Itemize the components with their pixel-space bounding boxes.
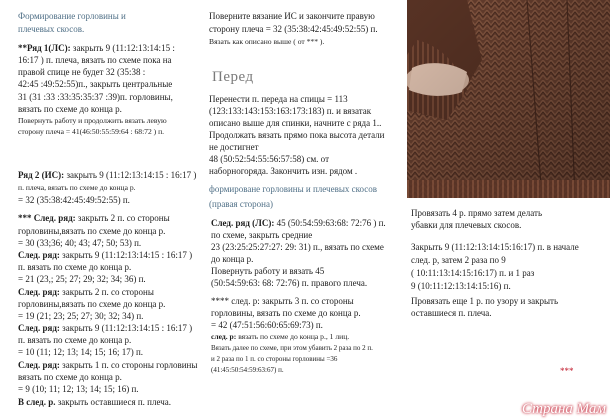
row2-head: Ряд 2 (ИС): — [18, 170, 65, 180]
next5-head-rest: закрыть 1 п. со стороны горловины — [59, 360, 198, 370]
row1-line2: 16:17 ) п. плеча, вязать по схеме пока на — [18, 55, 172, 65]
next2-line — [18, 251, 192, 260]
front-para-2: (123:133:143:153:163:173:183) п. и вязатак — [209, 106, 372, 116]
front-next2-head-rest: закрыть 3 п. со стороны — [259, 296, 354, 306]
section-title-neck-2: плечевых скосов. — [18, 24, 85, 34]
front-next1-line6: (50:54:59:63: 68: 72:76) п. правого плеча. — [211, 278, 368, 288]
front-next2-line — [211, 297, 354, 306]
next4-line3: = 10 (11; 12; 13; 14; 15; 16; 17) п. — [18, 347, 144, 357]
front-para-7: наборногоряда. Закончить изн. рядом . — [209, 166, 358, 176]
front-next1-line — [211, 219, 386, 228]
next6-head-rest: закрыть оставшиеся п. плеча. — [55, 397, 172, 407]
next4-head-rest: закрыть 9 (11:12:13:14:15 : 16:17 ) — [59, 323, 193, 333]
shoulder-para-3: Закрыть 9 (11:12:13:14:15:16:17) п. в начале — [411, 242, 579, 252]
next2-line2: п. вязать по схеме до конца р. — [18, 262, 132, 272]
next3-line — [18, 288, 154, 297]
next2-head: След. ряд: — [18, 250, 60, 260]
row2-line2: п. плеча, вязать по схеме до конца р. — [18, 183, 136, 192]
front-para-4: Продолжать вязать прямо пока высота детали — [209, 130, 385, 140]
next4-line2: п. вязать по схеме до конца р. — [18, 335, 132, 345]
shoulder-para-4: след. р, затем 2 раза по 9 — [411, 255, 506, 265]
front-next3-head: след. р: — [211, 332, 237, 341]
next5-line — [18, 361, 197, 370]
row1-head-rest: закрыть 9 (11:12:13:14:15 : — [70, 43, 175, 53]
back-continue-3: Вязать как описано выше ( от *** ). — [209, 37, 325, 46]
shoulder-para-5: ( 10:11:13:14:15:16:17) п. и 1 раз — [411, 268, 535, 278]
front-next3-head-rest: вязать по схеме до конца р., 1 лиц. — [236, 332, 350, 341]
row1-line5: 31 (31 :33 :33:35:35:37 :39)п. горловины, — [18, 92, 173, 102]
shoulder-para-2: убавки для плечевых скосов. — [411, 220, 522, 230]
front-para-6: 48 (50:52:54:55:56:57:58) см. от — [209, 154, 330, 164]
sweater-image — [407, 0, 610, 198]
next5-head: След. ряд: — [18, 360, 60, 370]
next3-line2: горловины,вязать по схеме до конца р. — [18, 299, 166, 309]
next2-line3: = 21 (23,; 25; 27; 29; 32; 34; 36) п. — [18, 274, 146, 284]
row1-head: **Ряд 1(ЛС): — [18, 43, 71, 53]
row2-head-rest: закрыть 9 (11:12:13:14:15 : 16:17 ) — [64, 170, 197, 180]
row1-line4: 42:45 :49:52:55)п., закрыть центральные — [18, 79, 173, 89]
sweater-photo — [407, 0, 610, 198]
row1-line3: правой спице не будет 32 (35:38 : — [18, 67, 146, 77]
next4-head: След. ряд: — [18, 323, 60, 333]
shoulder-para-7: Провязать еще 1 р. по узору и закрыть — [411, 296, 559, 306]
front-para-3: описано выше для спинки, начните с ряда 1.. — [209, 118, 382, 128]
next3-head: След. ряд: — [18, 287, 60, 297]
next1-line2: горловины,вязать по схеме до конца р. — [18, 226, 166, 236]
front-next3-line4: (41:45:50:54:59:63:67) п. — [211, 366, 284, 374]
next4-line — [18, 324, 192, 333]
front-next2-head: **** след. р: — [211, 296, 260, 306]
row1-line6: вязать по схеме до конца р. — [18, 104, 122, 114]
front-title: Перед — [212, 69, 254, 85]
front-section-subtitle: (правая сторона) — [209, 199, 273, 209]
next3-line3: = 19 (21; 23; 25; 27; 30; 32; 34) п. — [18, 311, 144, 321]
next5-line2: вязать по схеме до конца р. — [18, 372, 122, 382]
front-next3-line — [211, 333, 349, 341]
next1-head-rest: закрыть 2 п. со стороны — [75, 213, 170, 223]
row2-line — [18, 171, 196, 180]
row1-line7: Повернуть работу и продолжить вязать левую — [18, 116, 167, 125]
row1-line — [18, 44, 175, 53]
next1-line — [18, 214, 170, 223]
front-next2-line2: горловины, вязать по схеме до конца р. — [211, 308, 361, 318]
front-next1-line3: 23 (23:25:25:27:27: 29: 31) п., вязать по схеме — [211, 242, 384, 252]
section-title-neck: Формирование горловины и — [18, 11, 126, 21]
site-watermark: Страна Мам — [521, 401, 606, 417]
back-continue-2: сторону плеча = 32 (35:38:42:45:49:52:55) п. — [209, 24, 378, 34]
front-next1-line4: до конца р. — [211, 254, 254, 264]
next5-line3: = 9 (10; 11; 12; 13; 14; 15; 16) п. — [18, 384, 139, 394]
front-section-title: формироване горловины и плечевых скосов — [209, 184, 378, 194]
front-next3-line2: Вязать далее по схеме, при этом убавить 2 раза по 2 п. — [211, 344, 373, 352]
front-next1-head: След. ряд (ЛС): — [211, 218, 275, 228]
front-para-1: Перенести п. переда на спицы = 113 — [209, 94, 348, 104]
row2-line3: = 32 (35:38:42:45:49:52:55) п. — [18, 195, 130, 205]
next6-line — [18, 398, 171, 407]
front-next2-line3: = 42 (47:51:56:60:65:69:73) п. — [211, 320, 323, 330]
front-next1-head-rest: 45 (50:54:59:63:68: 72:76 ) п. — [274, 218, 386, 228]
front-next3-line3: и 2 раза по 1 п. со стороны горловины =36 — [211, 355, 338, 363]
front-next1-line5: Повернуть работу и вязать 45 — [211, 266, 325, 276]
next1-head: *** След. ряд: — [18, 213, 76, 223]
shoulder-para-1: Провязать 4 р. прямо затем делать — [411, 208, 543, 218]
next1-line3: = 30 (33;36; 40; 43; 47; 50; 53) п. — [18, 238, 142, 248]
front-para-5: не достигнет — [209, 142, 259, 152]
next2-head-rest: закрыть 9 (11:12:13:14:15 : 16:17 ) — [59, 250, 193, 260]
shoulder-para-6: 9 (10:11:12:13:14:15:16) п. — [411, 281, 511, 291]
back-continue-1: Поверните вязание ИС и закончите правую — [209, 11, 375, 21]
front-next1-line2: по схеме, закрыть средние — [211, 230, 313, 240]
next6-head: В след. р. — [18, 397, 56, 407]
next3-head-rest: закрыть 2 п. со стороны — [59, 287, 154, 297]
row1-line8: сторону плеча = 41(46:50:55:59:64 : 68:72 ) п. — [18, 127, 165, 136]
watermark-stars: *** — [560, 366, 574, 376]
shoulder-para-8: оставшиеся п. плеча. — [411, 308, 492, 318]
